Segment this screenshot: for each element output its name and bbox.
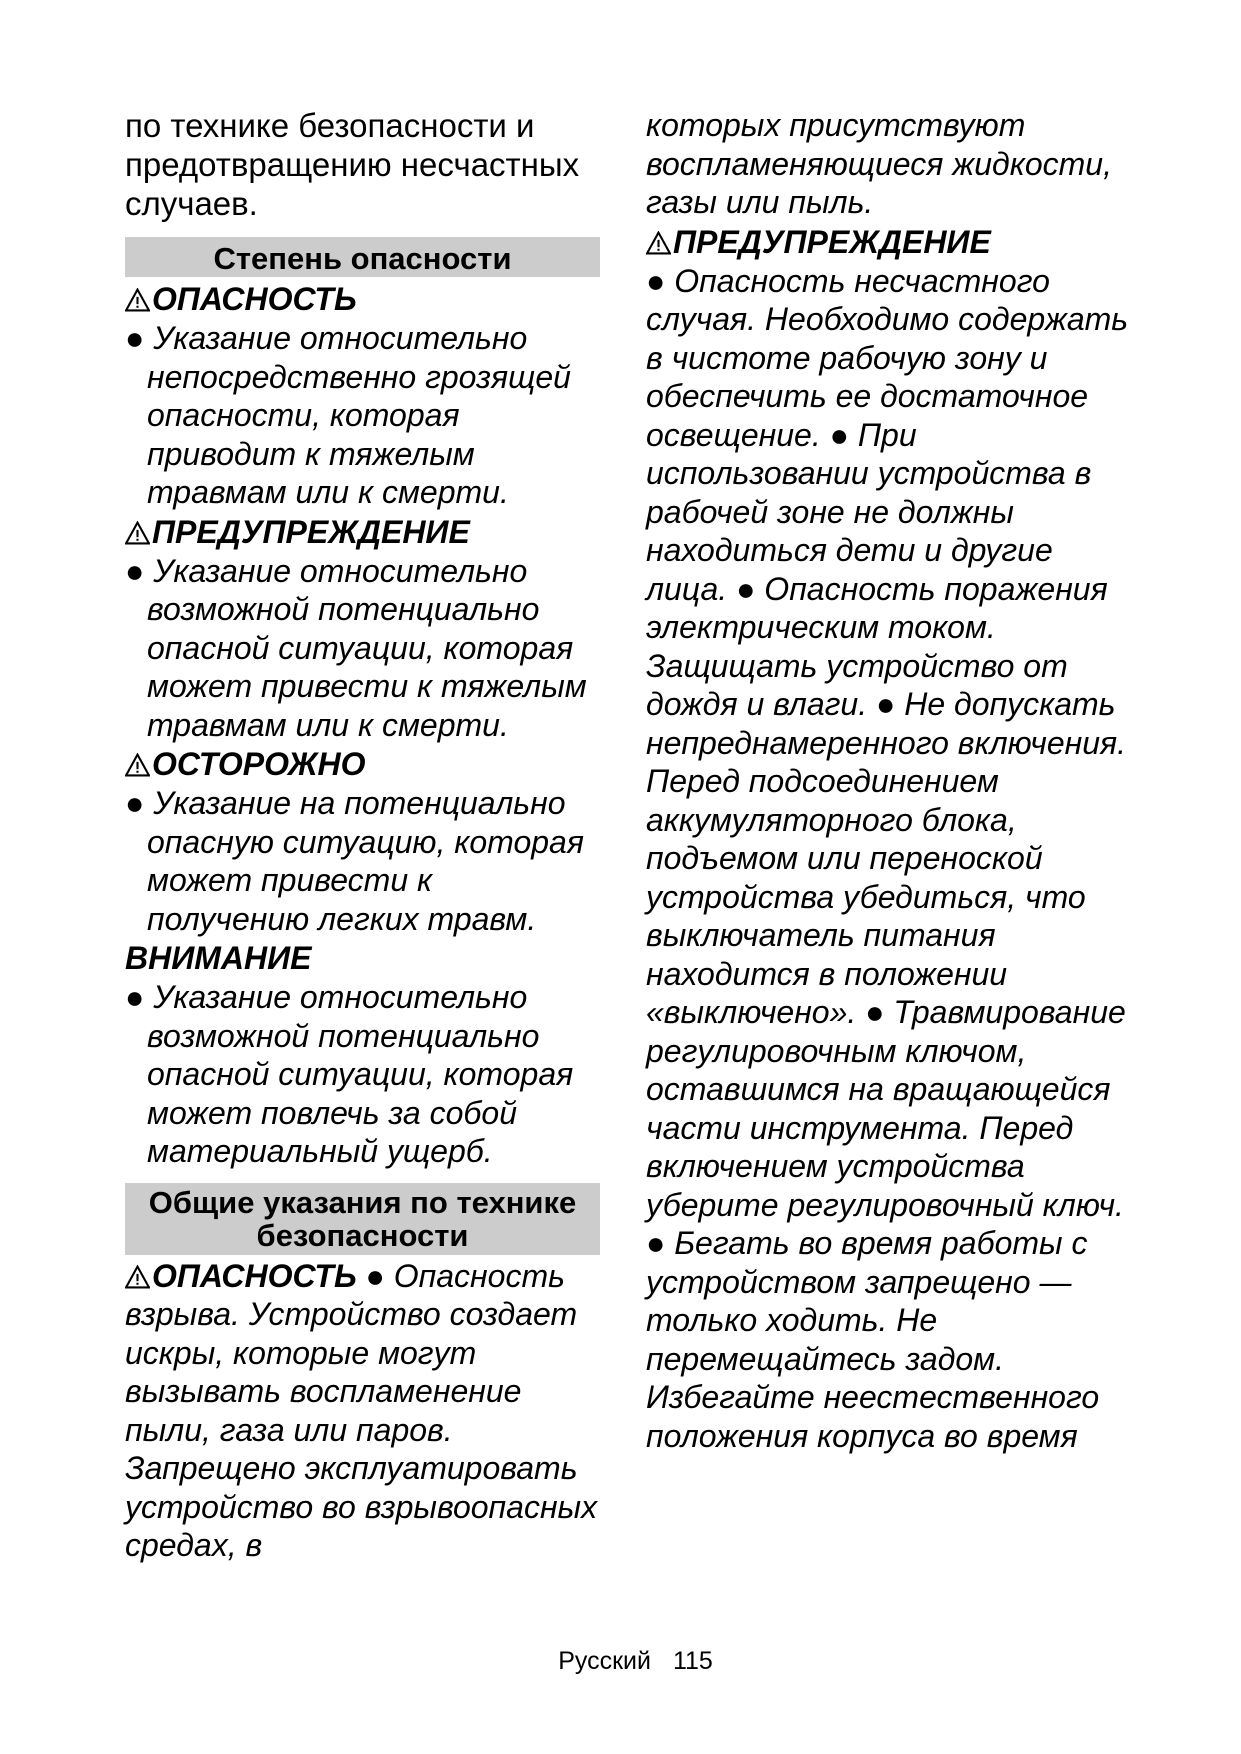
page-number: 115 [672,1647,713,1675]
warning-triangle-icon [646,231,671,255]
danger2-heading: ОПАСНОСТЬ [152,1257,357,1294]
caution-heading-label: ОСТОРОЖНО [152,746,366,782]
notice-text: ● Указание относительно возможной потенциально опасной ситуации, которая может повлечь за собой материальный ущерб. [125,979,574,1169]
section-title-hazard-levels: Степень опасности [125,237,600,277]
warning-heading-right-label: ПРЕДУПРЕЖДЕНИЕ [673,223,991,260]
warning-text-right: ● Опасность несчастного случая. Необходимо содержать в чистоте рабочую зону и обеспечить ее достаточное освещение. ● При использовании устройства в рабочей зоне не должны находиться дети и другие лица. ● Опасность поражения электрическим током. Защищать устройство от дождя и влаги. ● Не допускать непреднамеренного включения. Перед подсоединением аккумуляторного блока, подъемом или переноской устройства убедиться, что выключатель питания находится в положении «выключено». ● Травмирование регулировочным ключом, оставшимся на вращающейся части инструмента. Перед включением устройства уберите регулировочный ключ. ● Бегать во время работы с устройством запрещено — только ходить. Не перемещайтесь задом. Избегайте неестественного положения корпуса во время [646,262,1129,1454]
section-title-general-safety: Общие указания по технике безопасности [125,1183,600,1255]
intro-text: по технике безопасности и предотвращению несчастных случаев. [125,107,580,222]
right-column [646,106,1131,1455]
danger2-paragraph [125,1257,600,1565]
danger-heading-label: ОПАСНОСТЬ [152,281,357,317]
warning-triangle-icon [125,1265,150,1289]
danger2-text: ● Опасность взрыва. Устройство создает искры, которые могут вызывать воспламенение пыли, газа или паров. Запрещено эксплуатировать устройство во взрывоопасных средах, в [125,1257,598,1563]
warning-heading [125,512,600,552]
warning-text: ● Указание относительно возможной потенциально опасной ситуации, которая может привести к тяжелым травмам или к смерти. [125,552,587,743]
warning-heading-label: ПРЕДУПРЕЖДЕНИЕ [152,513,470,550]
danger-text: ● Указание относительно непосредственно грозящей опасности, которая приводит к тяжелым травмам или к смерти. [125,320,571,510]
notice-heading: ВНИМАНИЕ [125,940,312,976]
warning-triangle-icon [125,753,150,777]
warning-triangle-icon [125,288,150,312]
caution-text: ● Указание на потенциально опасную ситуацию, которая может привести к получению легких травм. [125,785,584,937]
warning-heading-right [646,222,1131,262]
danger-heading [125,279,600,319]
footer-language: Русский [558,1647,651,1675]
caution-heading [125,744,600,784]
continuation-text: которых присутствуют воспламеняющиеся жидкости, газы или пыль. [646,107,1112,220]
page-footer [0,1646,1241,1676]
warning-triangle-icon [125,521,150,545]
left-column [125,106,600,1565]
